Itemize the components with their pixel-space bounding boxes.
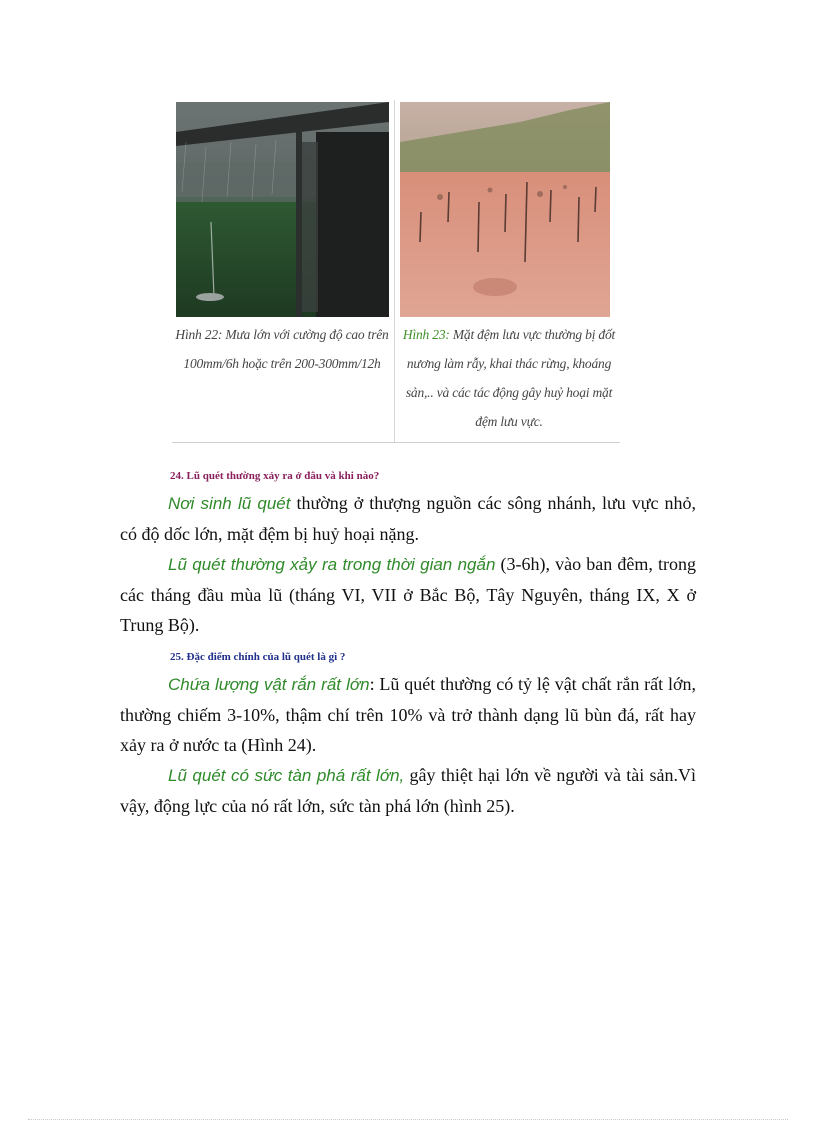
paragraph-text: (3-6h), vào ban đêm, trong các tháng đầu mùa lũ (tháng VI, VII ở Bắc Bộ, Tây Nguyên, tháng IX, X ở Trung Bộ). [120,554,696,635]
highlight-phrase: Chứa lượng vật rắn rất lớn [168,675,370,694]
highlight-phrase: Lũ quét thường xảy ra trong thời gian ngắn [168,555,496,574]
cleared-land-photo [400,102,610,317]
figure-divider [394,100,395,442]
question-25-heading: 25. Đặc điểm chính của lũ quét là gì ? [170,651,346,663]
paragraph-text: gây thiệt hại lớn về người và tài sản.Vì vậy, động lực của nó rất lớn, sức tàn phá lớn (hình 25). [120,765,696,816]
paragraph-text: thường ở thượng nguồn các sông nhánh, lưu vực nhỏ, có độ dốc lớn, mặt đệm bị huỷ hoại nặng. [120,493,696,544]
figure-block [172,100,620,443]
figure-23-caption [400,320,618,436]
figure-22-caption: Hình 22: Mưa lớn với cường độ cao trên 100mm/6h hoặc trên 200-300mm/12h [175,327,389,371]
question-24-heading: 24. Lũ quét thường xảy ra ở đâu và khi nào? [170,470,380,482]
paragraph-flash-flood-timing [120,549,696,640]
highlight-phrase: Lũ quét có sức tàn phá rất lớn, [168,766,405,785]
paragraph-flash-flood-origin [120,488,696,549]
figure-23-text: Mặt đệm lưu vực thường bị đốt nương làm rẫy, khai thác rừng, khoáng sản,.. và các tác động gây huỷ hoại mặt đệm lưu vực. [405,327,616,429]
paragraph-text: : Lũ quét thường có tỷ lệ vật chất rắn rất lớn, thường chiếm 3-10%, thậm chí trên 10% và trở thành dạng lũ bùn đá, rất hay xảy ra ở nước ta (Hình 24). [120,674,696,755]
highlight-phrase: Nơi sinh lũ quét [168,494,291,513]
heavy-rain-photo [176,102,389,317]
page-bottom-rule [28,1119,788,1120]
paragraph-destructive-power [120,760,696,821]
figure-23-label: Hình 23: [402,327,450,342]
paragraph-solid-content [120,669,696,760]
